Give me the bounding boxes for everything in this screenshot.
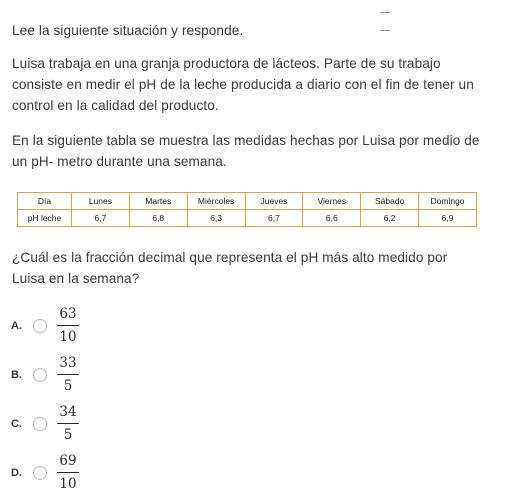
table-header-row	[18, 193, 477, 210]
denominator: 5	[63, 378, 73, 394]
cell-saturday: 6,2	[361, 210, 419, 227]
fraction	[57, 453, 79, 493]
option-c[interactable]	[11, 404, 211, 444]
radio-button[interactable]	[33, 319, 47, 333]
denominator: 10	[59, 476, 77, 492]
ph-table	[17, 192, 477, 227]
row-label-ph: pH leche	[18, 210, 72, 227]
fraction-bar	[57, 472, 79, 473]
fraction	[57, 355, 79, 395]
top-edge-marks	[380, 0, 420, 2]
option-letter: B.	[11, 369, 22, 381]
denominator: 10	[59, 329, 77, 345]
header-cell-day: Día	[18, 193, 72, 210]
cell-monday: 6,7	[72, 210, 130, 227]
cell-friday: 6,6	[303, 210, 361, 227]
option-a[interactable]	[11, 306, 211, 346]
cell-wednesday: 6,3	[187, 210, 245, 227]
fraction-bar	[57, 325, 79, 326]
header-cell-monday: Lunes	[72, 193, 130, 210]
numerator: 63	[59, 306, 77, 322]
header-cell-tuesday: Martes	[129, 193, 187, 210]
header-cell-saturday: Sábado	[361, 193, 419, 210]
header-cell-friday: Viernes	[303, 193, 361, 210]
fraction-bar	[57, 423, 79, 424]
header-cell-thursday: Jueves	[245, 193, 303, 210]
numerator: 69	[59, 453, 77, 469]
numerator: 33	[59, 355, 77, 371]
option-letter: C.	[11, 418, 22, 430]
option-letter: D.	[11, 467, 22, 479]
cell-tuesday: 6,8	[129, 210, 187, 227]
option-d[interactable]	[11, 453, 211, 493]
cell-thursday: 6,7	[245, 210, 303, 227]
fraction-bar	[57, 374, 79, 375]
instruction-text: Lee la siguiente situación y responde.	[12, 23, 244, 38]
radio-button[interactable]	[33, 466, 47, 480]
fraction	[57, 306, 79, 346]
radio-button[interactable]	[33, 368, 47, 382]
cell-sunday: 6,9	[419, 210, 477, 227]
header-cell-sunday: Domingo	[419, 193, 477, 210]
numerator: 34	[59, 404, 77, 420]
radio-button[interactable]	[33, 417, 47, 431]
option-b[interactable]	[11, 355, 211, 395]
option-letter: A.	[11, 320, 22, 332]
denominator: 5	[63, 427, 73, 443]
fraction	[57, 404, 79, 444]
table-intro-paragraph: En la siguiente tabla se muestra las medidas hechas por Luisa por medio de un pH- metro durante una semana.	[12, 133, 480, 169]
table-data-row	[18, 210, 477, 227]
question-text: ¿Cuál es la fracción decimal que representa el pH más alto medido por Luisa en la semana?	[12, 250, 448, 286]
context-paragraph: Luisa trabaja en una granja productora de lácteos. Parte de su trabajo consiste en medir el pH de la leche producida a diario con el fin de tener un control en la calidad del producto.	[12, 56, 474, 113]
header-cell-wednesday: Miércoles	[187, 193, 245, 210]
